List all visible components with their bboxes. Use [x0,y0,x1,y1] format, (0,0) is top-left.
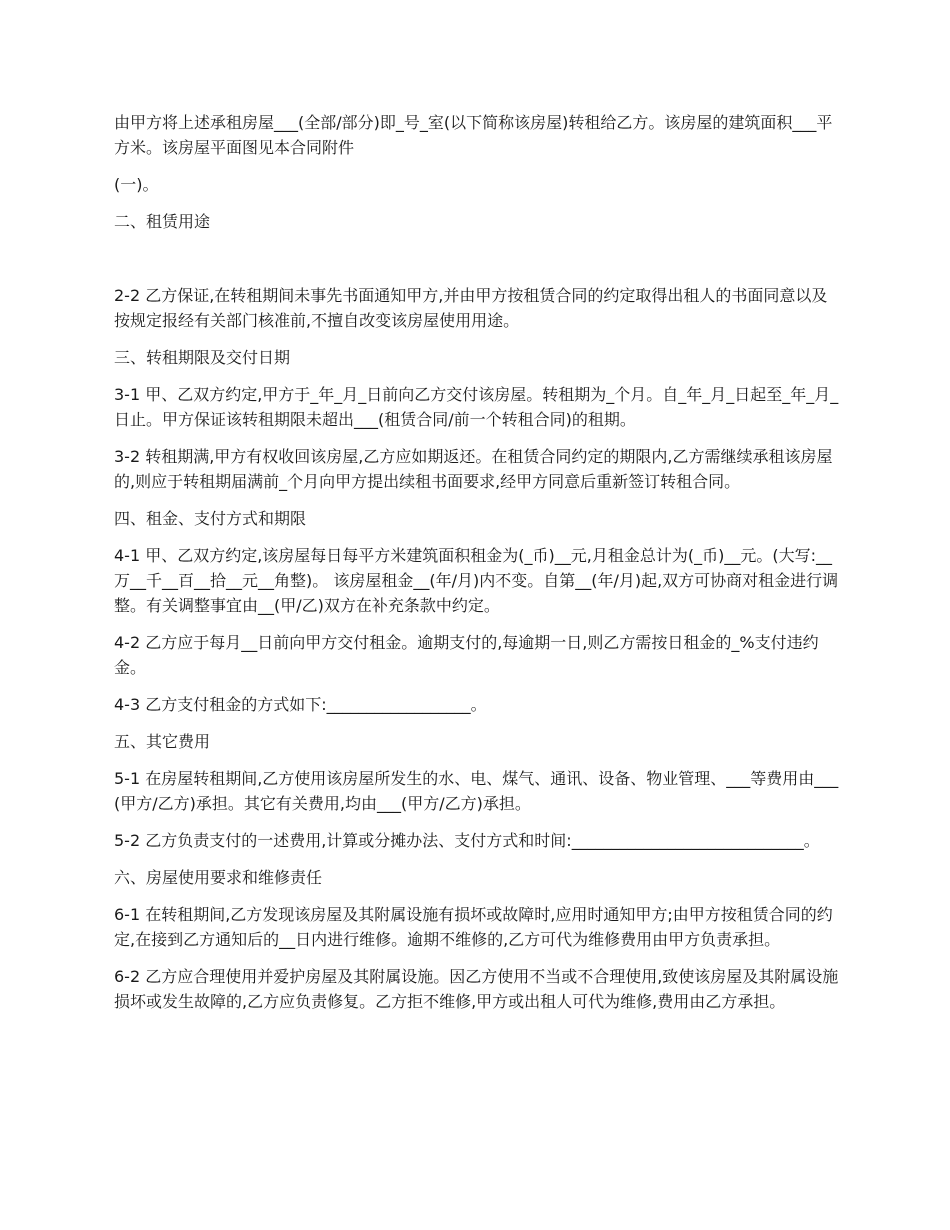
section-heading-other-fees: 五、其它费用 [114,732,211,751]
paragraph-4-3: 4-3 乙方支付租金的方式如下:__________________。 [114,695,487,714]
paragraph-3-1: 3-1 甲、乙双方约定,甲方于_年_月_日前向乙方交付该房屋。转租期为_个月。自_年_月_日起至_年_月_日止。甲方保证该转租期限未超出___(租赁合同/前一个转租合同)的租期。 [114,385,839,429]
paragraph-5-2: 5-2 乙方负责支付的一述费用,计算或分摊办法、支付方式和时间:_____________________________。 [114,831,820,850]
paragraph-5-1: 5-1 在房屋转租期间,乙方使用该房屋所发生的水、电、煤气、通讯、设备、物业管理、___等费用由___(甲方/乙方)承担。其它有关费用,均由___(甲方/乙方)承担。 [114,769,839,813]
section-heading-maintenance: 六、房屋使用要求和维修责任 [114,868,323,887]
paragraph-attachment: (一)。 [114,175,159,194]
paragraph-4-2: 4-2 乙方应于每月__日前向甲方交付租金。逾期支付的,每逾期一日,则乙方需按日租金的_%支付违约金。 [114,633,819,677]
document-body [114,110,842,1026]
paragraph-2-2: 2-2 乙方保证,在转租期间未事先书面通知甲方,并由甲方按租赁合同的约定取得出租人的书面同意以及按规定报经有关部门核准前,不擅自改变该房屋使用用途。 [114,286,828,330]
section-heading-term: 三、转租期限及交付日期 [114,348,291,367]
section-heading-rent: 四、租金、支付方式和期限 [114,509,307,528]
paragraph-6-1: 6-1 在转租期间,乙方发现该房屋及其附属设施有损坏或故障时,应用时通知甲方;由甲方按租赁合同的约定,在接到乙方通知后的__日内进行维修。逾期不维修的,乙方可代为维修费用由甲方负责承担。 [114,905,833,949]
paragraph-6-2: 6-2 乙方应合理使用并爱护房屋及其附属设施。因乙方使用不当或不合理使用,致使该房屋及其附属设施损坏或发生故障的,乙方应负责修复。乙方拒不维修,甲方或出租人可代为维修,费用由乙方承担。 [114,967,839,1011]
paragraph-3-2: 3-2 转租期满,甲方有权收回该房屋,乙方应如期返还。在租赁合同约定的期限内,乙方需继续承租该房屋的,则应于转租期届满前_个月向甲方提出续租书面要求,经甲方同意后重新签订转租合同。 [114,447,833,491]
paragraph-4-1: 4-1 甲、乙双方约定,该房屋每日每平方米建筑面积租金为(_币)__元,月租金总计为(_币)__元。(大写:__万__千__百__拾__元__角整)。 该房屋租金__(年/月)内不变。自第__(年/月)起,双方可协商对租金进行调整。有关调整事宜由__(甲/乙)双方在补充条款中约定。 [114,546,839,615]
blank-space [114,246,842,283]
section-heading-usage: 二、租赁用途 [114,212,211,231]
paragraph-premises: 由甲方将上述承租房屋___(全部/部分)即_号_室(以下简称该房屋)转租给乙方。该房屋的建筑面积___平方米。该房屋平面图见本合同附件 [114,113,833,157]
